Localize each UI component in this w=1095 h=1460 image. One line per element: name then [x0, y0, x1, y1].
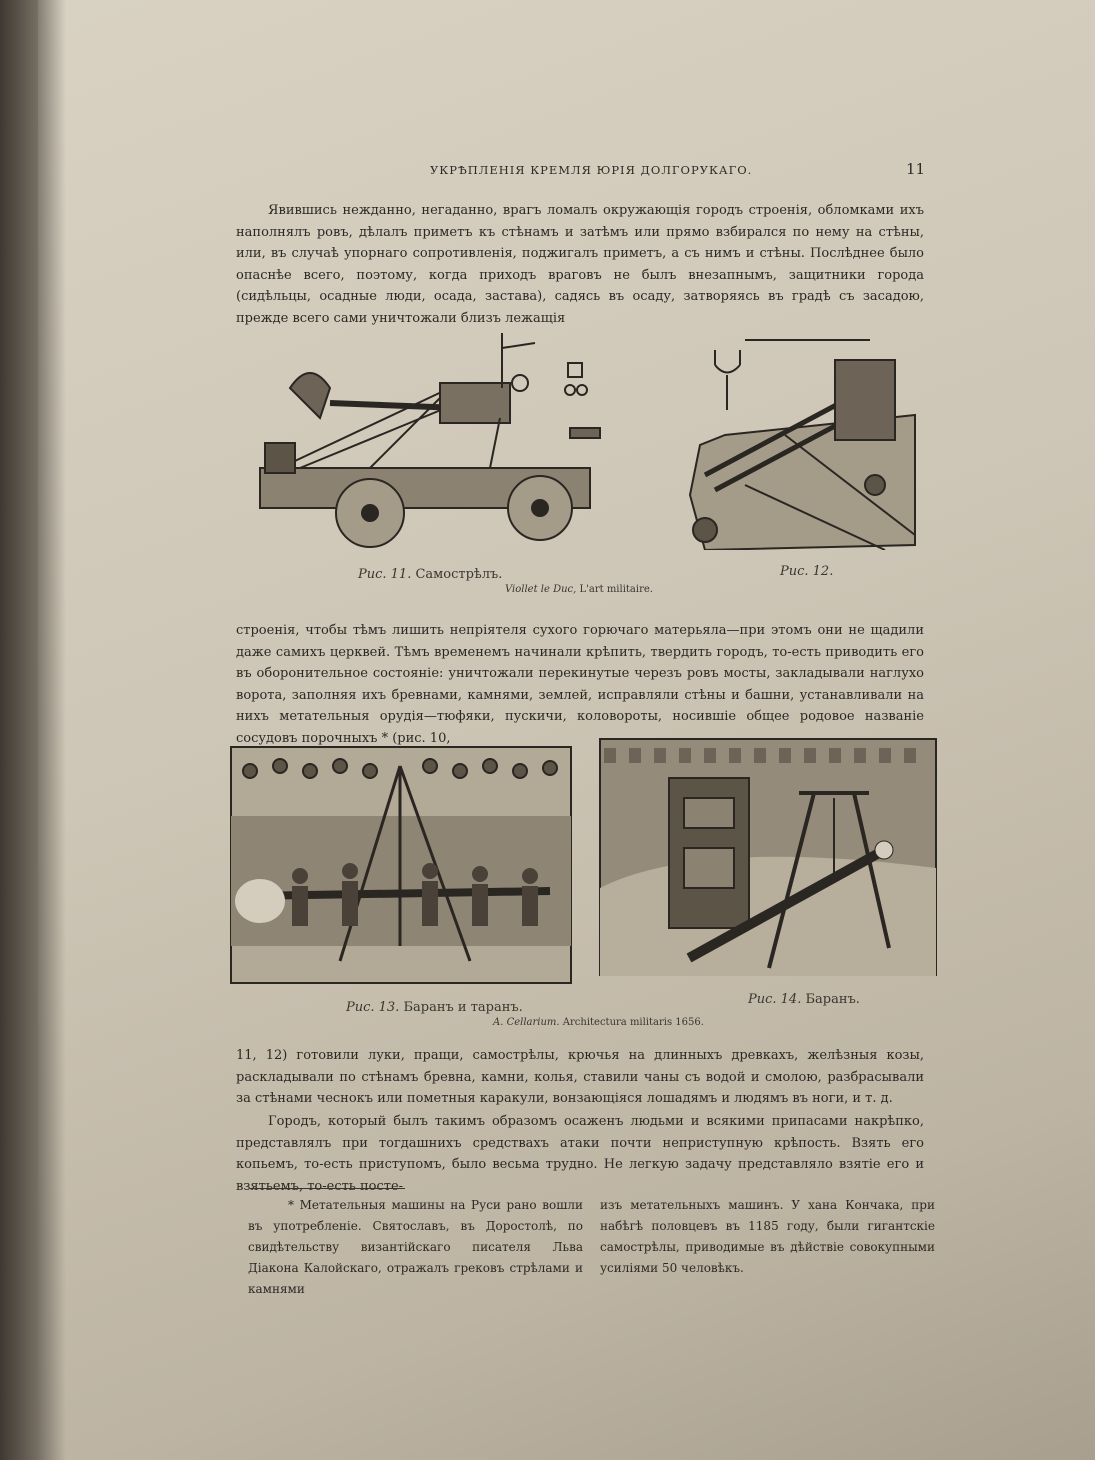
figure-13-title: Баранъ и таранъ.: [403, 1000, 523, 1015]
page-number: 11: [906, 160, 926, 178]
figure-13-caption: [346, 1000, 523, 1015]
footnote-column-2: изъ метательныхъ машинъ. У хана Кончака, при набѣгѣ половцевъ въ 1185 году, были гигантскіе самострѣлы, приводимые въ дѣйствіе совокупными усиліями 50 человѣкъ.: [600, 1198, 935, 1275]
running-header: УКРѢПЛЕНІЯ КРЕМЛЯ ЮРІЯ ДОЛГОРУКАГО.: [430, 163, 753, 177]
figure-12-illustration: [685, 335, 920, 550]
figure-14-title: Баранъ.: [805, 992, 860, 1007]
figure-11-illustration: [240, 328, 620, 558]
figure-13-illustration: [230, 746, 572, 984]
footnote-divider: [250, 1188, 405, 1189]
credit-2-work: Architectura militaris 1656.: [562, 1017, 704, 1028]
credit-1-work: L'art militaire.: [579, 584, 653, 595]
credit-2-author: A. Cellarium.: [493, 1017, 560, 1028]
paragraph-1: Явившись нежданно, негаданно, врагъ ломалъ окружающія городъ строенія, обломками ихъ наполнялъ ровъ, дѣлалъ приметъ къ стѣнамъ и затѣмъ или прямо взбирался по нему на стѣны, или, въ случаѣ упорнаго сопротивленія, поджигалъ приметъ, а съ нимъ и стѣны. Послѣднее было опаснѣе всего, поэтому, когда приходъ враговъ не былъ внезапнымъ, защитники города (сидѣльцы, осадные люди, осада, застава), садясь въ осаду, затворяясь въ градѣ съ засадою, прежде всего сами уничтожали близъ лежащія: [236, 203, 924, 326]
figure-credit-2: [493, 1017, 704, 1028]
figure-11-caption: [358, 567, 502, 582]
figure-14-caption: [748, 992, 860, 1007]
figure-14-illustration: [599, 738, 937, 978]
figure-credit-1: [505, 584, 653, 595]
figure-12-caption: [780, 564, 833, 579]
figure-12-label: Рис. 12.: [780, 564, 834, 579]
paragraph-3: 11, 12) готовили луки, пращи, самострѣлы, крючья на длинныхъ древкахъ, желѣзныя козы, раскладывали по стѣнамъ бревна, камни, колья, ставили чаны съ водой и смолою, разбрасывали за стѣнами чеснокъ или пометныя каракули, вонзающіяся лошадямъ и людямъ въ ноги, и т. д.: [236, 1048, 924, 1106]
figure-11-label: Рис. 11.: [358, 567, 412, 582]
credit-1-author: Viollet le Duc,: [505, 584, 577, 595]
footnote-column-1: * Метательныя машины на Руси рано вошли въ употребленіе. Святославъ, въ Доростолѣ, по свидѣтельству византійскаго писателя Льва Діакона Калойскаго, отражалъ грековъ стрѣлами и камнями: [248, 1198, 583, 1296]
paragraph-2: строенія, чтобы тѣмъ лишить непріятеля сухого горючаго матерьяла—при этомъ они не щадили даже самихъ церквей. Тѣмъ временемъ начинали крѣпить, твердить городъ, то-есть приводить его въ оборонительное состояніе: уничтожали перекинутые черезъ ровъ мосты, закладывали наглухо ворота, заполняя ихъ бревнами, камнями, землей, исправляли стѣны и башни, устанавливали на нихъ метательныя орудія—тюфяки, пускичи, коловороты, носившіе общее родовое названіе сосудовъ порочныхъ * (рис. 10,: [236, 623, 924, 746]
figure-13-label: Рис. 13.: [346, 1000, 400, 1015]
page-gutter-shadow: [38, 0, 66, 1460]
paragraph-4: Городъ, который былъ такимъ образомъ осаженъ людьми и всякими припасами накрѣпко, представлялъ при тогдашнихъ средствахъ атаки почти неприступную крѣпость. Взять его копьемъ, то-есть приступомъ, было весьма трудно. Не легкую задачу представляло взятіе его и взятьемъ, то-есть посте-: [236, 1114, 924, 1194]
figure-11-title: Самострѣлъ.: [415, 567, 503, 582]
figure-14-label: Рис. 14.: [748, 992, 802, 1007]
